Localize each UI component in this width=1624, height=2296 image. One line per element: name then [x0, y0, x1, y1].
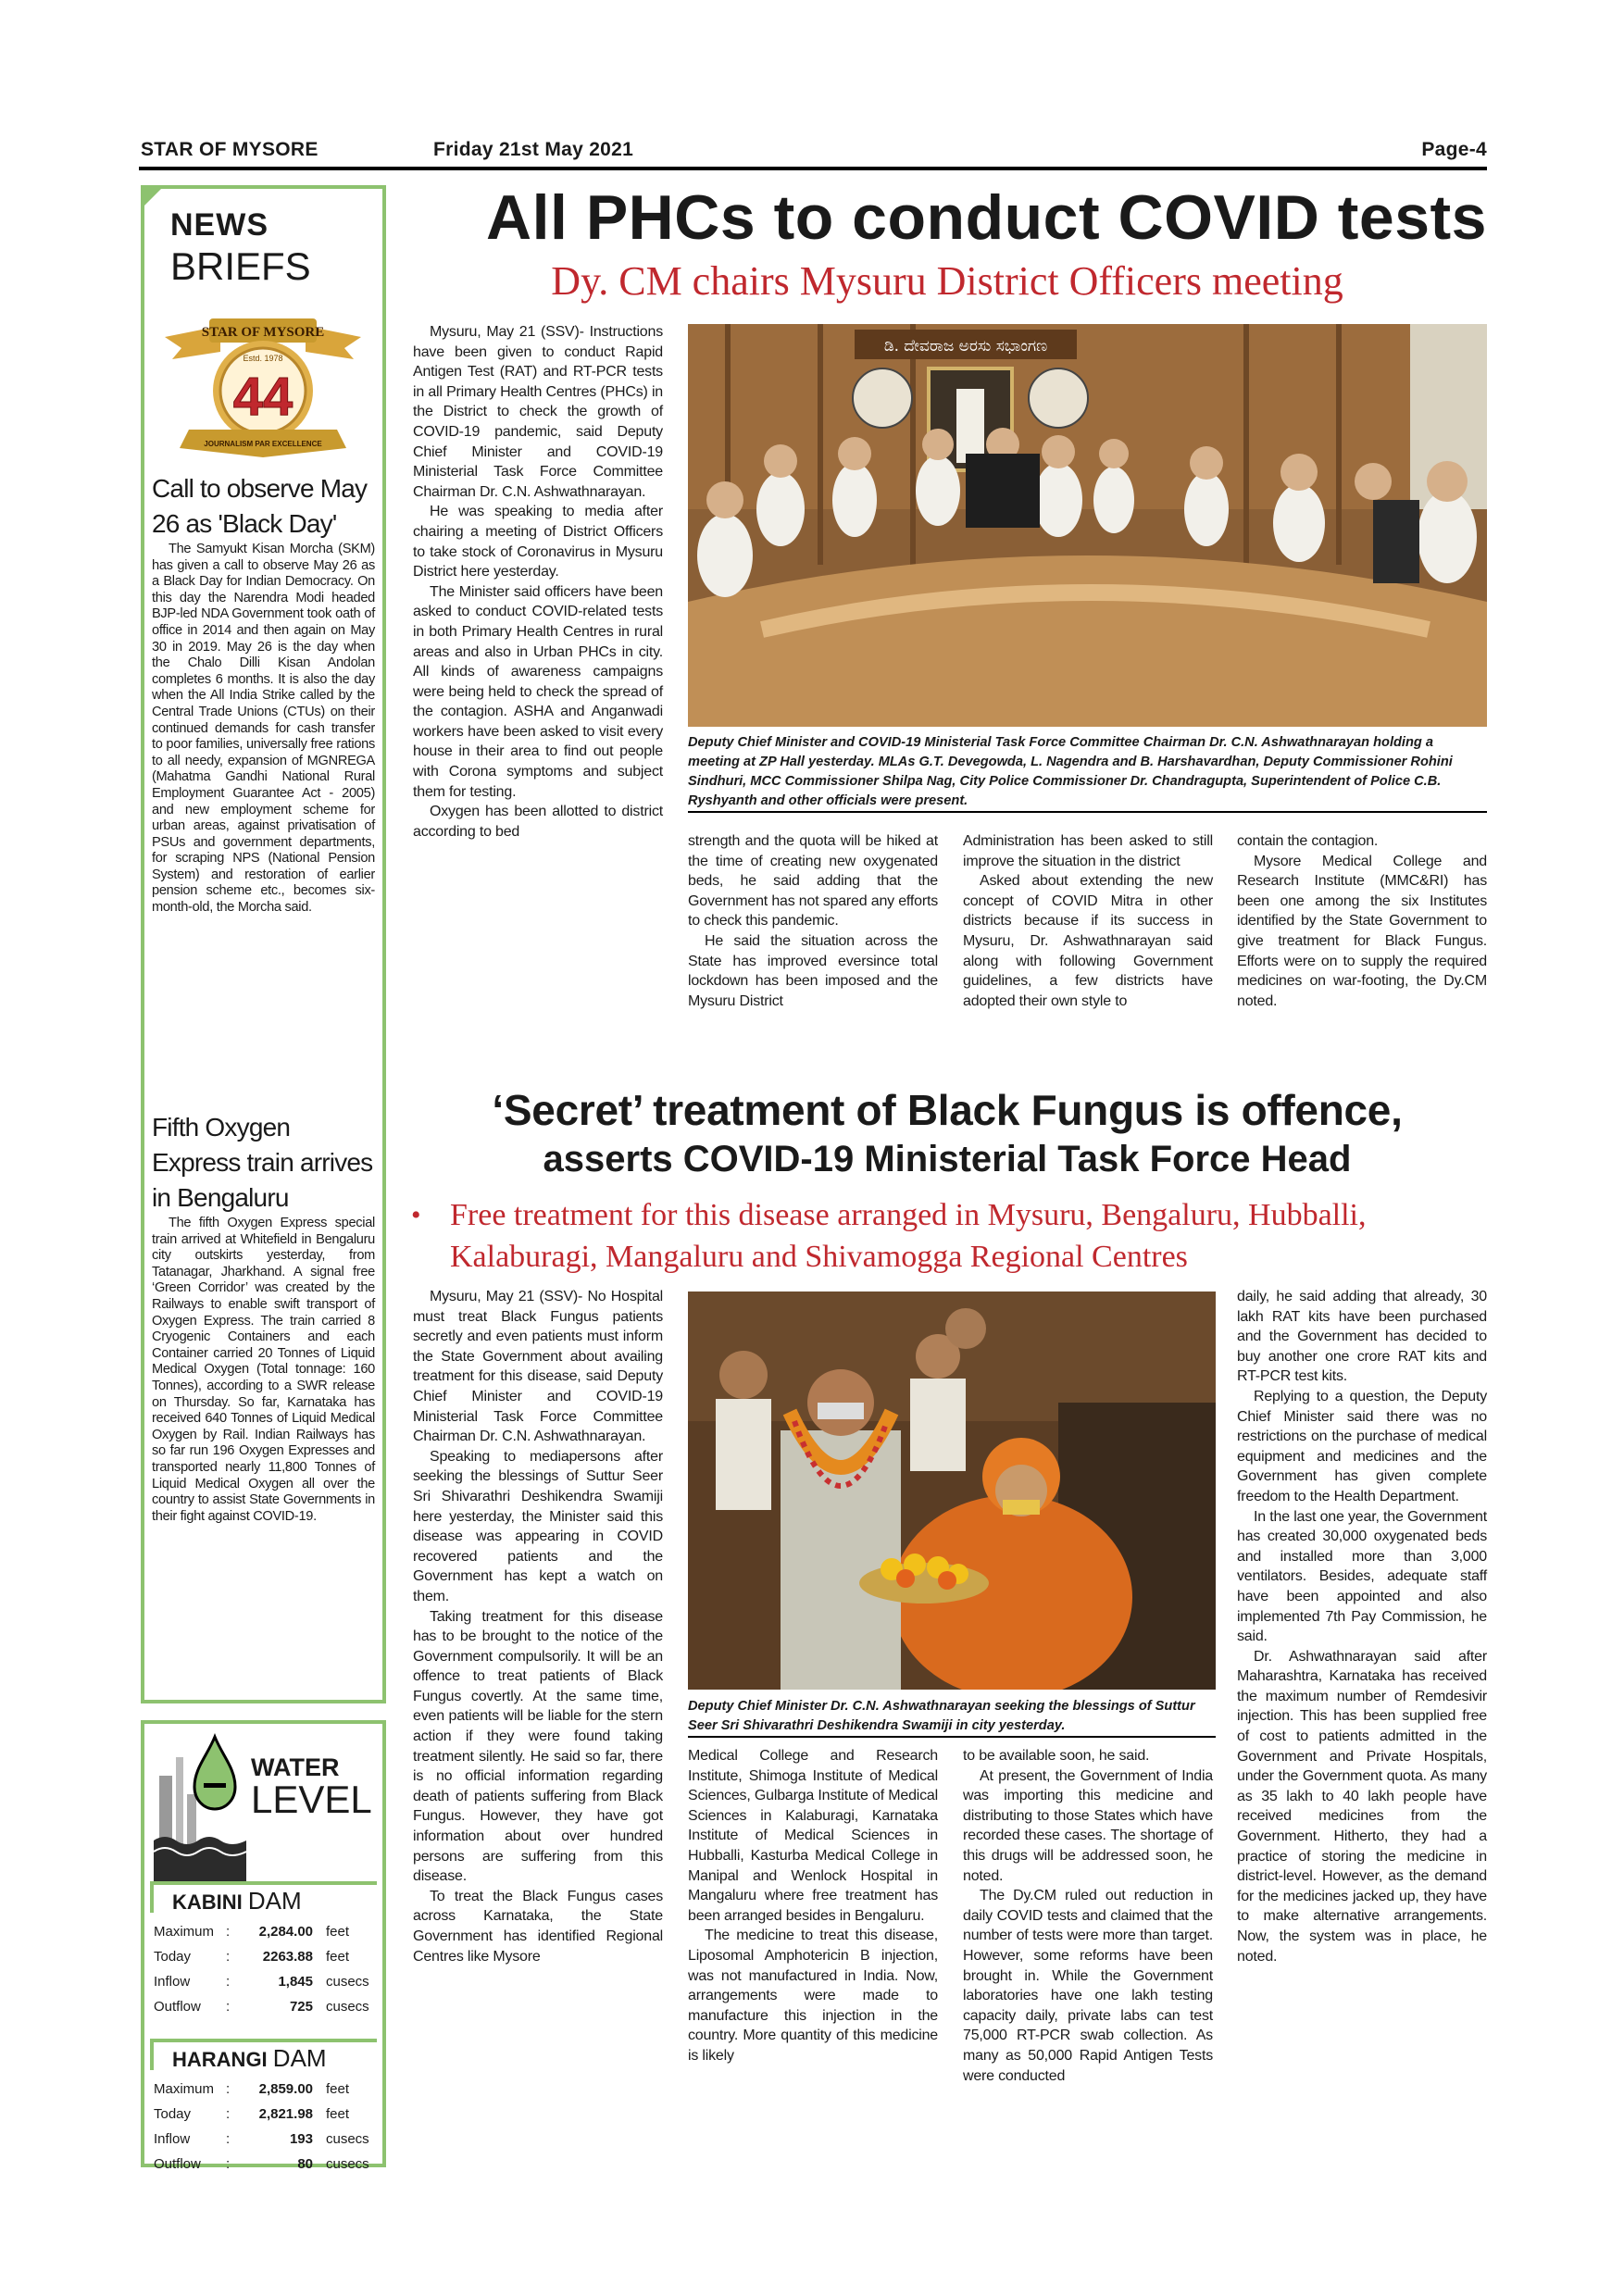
dam-row: Inflow : 1,845 cusecs [154, 1974, 369, 1990]
anniversary-logo [156, 309, 370, 467]
blessing-scene [688, 1292, 1216, 1690]
brief-body: The fifth Oxygen Express special train arrived at Whitefield in Bengaluru city outskirts yesterday, from Tatanagar, Jharkhand. A signal free ‘Green Corridor’ was created by the Railways to enable swift transport of Oxygen Express. The train carried 8 Cryogenic Containers and each Container carried 20 Tonnes of Liquid Medical Oxygen (Total tonnage: 160 Tonnes), according to a SWR release on Thursday. So far, Karnataka has received 640 Tonnes of Liquid Medical Oxygen by Rail. Indian Railways has so far run 196 Oxygen Expresses and transported nearly 11,800 Tonnes of Liquid Medical Oxygen all over the country to assist State Governments in their fight against COVID-19. [152, 1216, 375, 1524]
dam-row: Outflow : 80 cusecs [154, 2156, 369, 2172]
logo-number: 44 [232, 367, 294, 427]
dam-row: Today : 2,821.98 feet [154, 2106, 350, 2122]
brief-item-2 [144, 1110, 382, 1525]
meeting-photo [688, 324, 1487, 727]
brief-body: The Samyukt Kisan Morcha (SKM) has given a call to observe May 26 as a Black Day for Indian Democracy. On this day the Narendra Modi headed BJP-led NDA Government took oath of office in 2014 and then again on May 30 in 2019. May 26 is the day when the Chalo Dilli Kisan Andolan completes 6 months. It is also the day when the All India Strike called by the Central Trade Unions (CTUs) on their continued demands for cash transfer to poor families, universally free rations to all needy, expansion of MGNREGA (Mahatma Gandhi National Rural Employment Guarantee Act - 2005) and new employment scheme for urban areas, against privatisation of PSUs and government departments, for scraping NPS (National Pension System) and restoration of earlier pension scheme etc., becomes six-month-old, the Morcha said. [152, 542, 375, 916]
article2-column-2: Medical College and Research Institute, Shimoga Institute of Medical Sciences, Gulbarga Institute of Medical Sciences in Kalaburagi, Karnataka Institute of Medical Sciences in Hubballi, Kasturba Medical College in Manipal and Wenlock Hospital in Mangaluru where free treatment has been arranged besides in Bengaluru. The medicine to treat this disease, Liposomal Amphotericin B injection, was not manufactured in India. Now, arrangements were made to manufacture this injection in the country. More quantity of this medicine is likely [688, 1748, 938, 2064]
article2-headline-line2: asserts COVID-19 Ministerial Task Force Head [543, 1139, 1352, 1179]
dam-row: Maximum : 2,859.00 feet [154, 2081, 350, 2097]
brief-title: Call to observe May 26 as 'Black Day' [152, 474, 368, 538]
page-number: Page-4 [1421, 139, 1487, 160]
dam-row: Today : 2263.88 feet [154, 1949, 350, 1965]
logo-bottom-text: JOURNALISM PAR EXCELLENCE [204, 440, 322, 448]
article2-column-1: Mysuru, May 21 (SSV)- No Hospital must treat Black Fungus patients secretly and even patients must inform the State Government about availing treatment for this disease, said Deputy Chief Minister and COVID-19 Ministerial Task Force Committee Chairman Dr. C.N. Ashwathnarayan. Speaking to mediapersons after seeking the blessings of Suttur Seer Sri Shivarathri Deshikendra Swamiji here yesterday, the Minister said this disease was appearing in COVID recovered patients and the Government has kept a watch on them. Taking treatment for this disease has to be brought to the notice of the Government compulsorily. It will be an offence to treat patients of Black Fungus covertly. At the same time, even patients will be liable for the stern action if they were found taking treatment silently. He said so far, there is no official information regarding death of patients suffering from Black Fungus. However, they have got information about over hundred persons are suffering from this disease. To treat the Black Fungus cases across Karnataka, the State Government has identified Regional Centres like Mysore [413, 1289, 663, 1965]
article1-subhead: Dy. CM chairs Mysuru District Officers meeting [551, 258, 1343, 304]
dam-row: Inflow : 193 cusecs [154, 2131, 369, 2147]
hall-banner: ಡಿ. ದೇವರಾಜ ಅರಸು ಸಭಾಂಗಣ [883, 337, 1048, 356]
header-rule [139, 167, 1487, 170]
corner-triangle [141, 185, 165, 209]
article1-column-1: Mysuru, May 21 (SSV)- Instructions have been given to conduct Rapid Antigen Test (RAT) and RT-PCR tests in all Primary Health Centres (PHCs) in the District to check the growth of COVID-19 pandemic, said Deputy Chief Minister and COVID-19 Ministerial Task Force Committee Chairman Dr. C.N. Ashwathnarayan. He was speaking to media after chairing a meeting of District Officers to take stock of Coronavirus in Mysuru District here yesterday. The Minister said officers have been asked to conduct COVID-related tests in both Primary Health Centres in rural areas and also in Urban PHCs in city. All kinds of awareness campaigns were being held to check the spread of the contagion. ASHA and Anganwadi workers have been asked to visit every house in their area to find out people with Corona symptoms and subject them for testing. Oxygen has been allotted to district according to bed [413, 324, 663, 840]
article1-column-2: strength and the quota will be hiked at the time of creating new oxygenated beds, he said adding that the Government has not spared any efforts to check this pandemic. He said the situation across the State has improved eversince total lockdown has been imposed and the Mysuru District [688, 833, 938, 1009]
article1-caption: Deputy Chief Minister and COVID-19 Ministerial Task Force Committee Chairman Dr. C.N. Ashwathnarayan holding a meeting at ZP Hall yesterday. MLAs G.T. Devegowda, L. Nagendra and B. Harshavardhan, Deputy Commissioner Rohini Sindhuri, MCC Commissioner Shilpa Nag, City Police Commissioner Dr. Chandragupta, Superintendent of Police C.B. Ryshyanth and other officials were present. [688, 733, 1487, 813]
issue-date: Friday 21st May 2021 [433, 139, 634, 160]
water-drop-icon [154, 1729, 246, 1882]
harangi-dam-heading: HARANGI DAM [150, 2039, 377, 2070]
kabini-dam-heading: KABINI DAM [150, 1881, 377, 1913]
bullet-icon: • [411, 1200, 421, 1230]
logo-top-text: STAR OF MYSORE [201, 325, 325, 340]
seer-photo [688, 1292, 1216, 1690]
article1-column-3: Administration has been asked to still improve the situation in the district Asked about extending the new concept of COVID Mitra in other districts because if its success in Mysuru, Dr. Ashwathnarayan said along with following Government guidelines, a few districts have adopted their own style to [963, 833, 1213, 1009]
article1-column-4: contain the contagion. Mysore Medical College and Research Institute (MMC&RI) has been one among the six Institutes identified by the State Government to give treatment for Black Fungus. Efforts were on to supply the required medicines on war-footing, the Dy.CM noted. [1237, 833, 1487, 1009]
brief-title: Fifth Oxygen Express train arrives in Bengaluru [152, 1113, 373, 1212]
news-briefs-box [141, 185, 386, 1703]
article2-caption: Deputy Chief Minister Dr. C.N. Ashwathnarayan seeking the blessings of Suttur Seer Sri Shivarathri Deshikendra Swamiji in city yesterday. [688, 1697, 1216, 1738]
water-level-box [141, 1720, 386, 2172]
meeting-scene [688, 324, 1487, 727]
article2-column-4: daily, he said adding that already, 30 lakh RAT kits have been purchased and the Government has decided to buy another one crore RAT kits and RT-PCR test kits. Replying to a question, the Deputy Chief Minister said there was no restrictions on the purchase of medical equipment and medicines and the Government has given complete freedom to the Health Department. In the last one year, the Government has created 30,000 oxygenated beds and installed more than 3,000 ventilators. Besides, adequate staff have been appointed and also implemented 7th Pay Commission, he said. Dr. Ashwathnarayan said after Maharashtra, Karnataka has received the maximum number of Remdesivir injection. This has been supplied free of cost to patients admitted in the Government and Private Hospitals, under the Government quota. As many as 35 lakh to 40 lakh people have received medicines from the Government. Hitherto, they had a practice of storing the medicine in district-level. However, as the demand for the medicines jacked up, they have to make alternative arrangements. Now, the system was in place, he noted. [1237, 1289, 1487, 1965]
dam-row: Outflow : 725 cusecs [154, 1999, 369, 2015]
logo-estd: Estd. 1978 [243, 354, 283, 363]
news-label: NEWS [170, 207, 269, 243]
paper-name: STAR OF MYSORE [141, 139, 319, 160]
article2-headline-line1: ‘Secret’ treatment of Black Fungus is offence, [492, 1086, 1403, 1134]
dam-row: Maximum : 2,284.00 feet [154, 1924, 350, 1940]
article1-headline: All PHCs to conduct COVID tests [486, 182, 1487, 253]
brief-item-1 [144, 471, 382, 917]
briefs-label: BRIEFS [170, 244, 311, 288]
article2-column-3: to be available soon, he said. At present, the Government of India was importing this medicine and distributing to those States which have recorded these cases. The shortage of this drugs will be addressed soon, he noted. The Dy.CM ruled out reduction in daily COVID tests and claimed that the number of tests were more than target. However, some reforms have been brought in. While the Government laboratories have one lakh testing capacity daily, private labs can test 75,000 RT-PCR swab collection. As many as 50,000 Rapid Antigen Tests were conducted [963, 1748, 1213, 2084]
level-label: LEVEL [251, 1778, 372, 1821]
water-label: WATER [251, 1753, 340, 1781]
